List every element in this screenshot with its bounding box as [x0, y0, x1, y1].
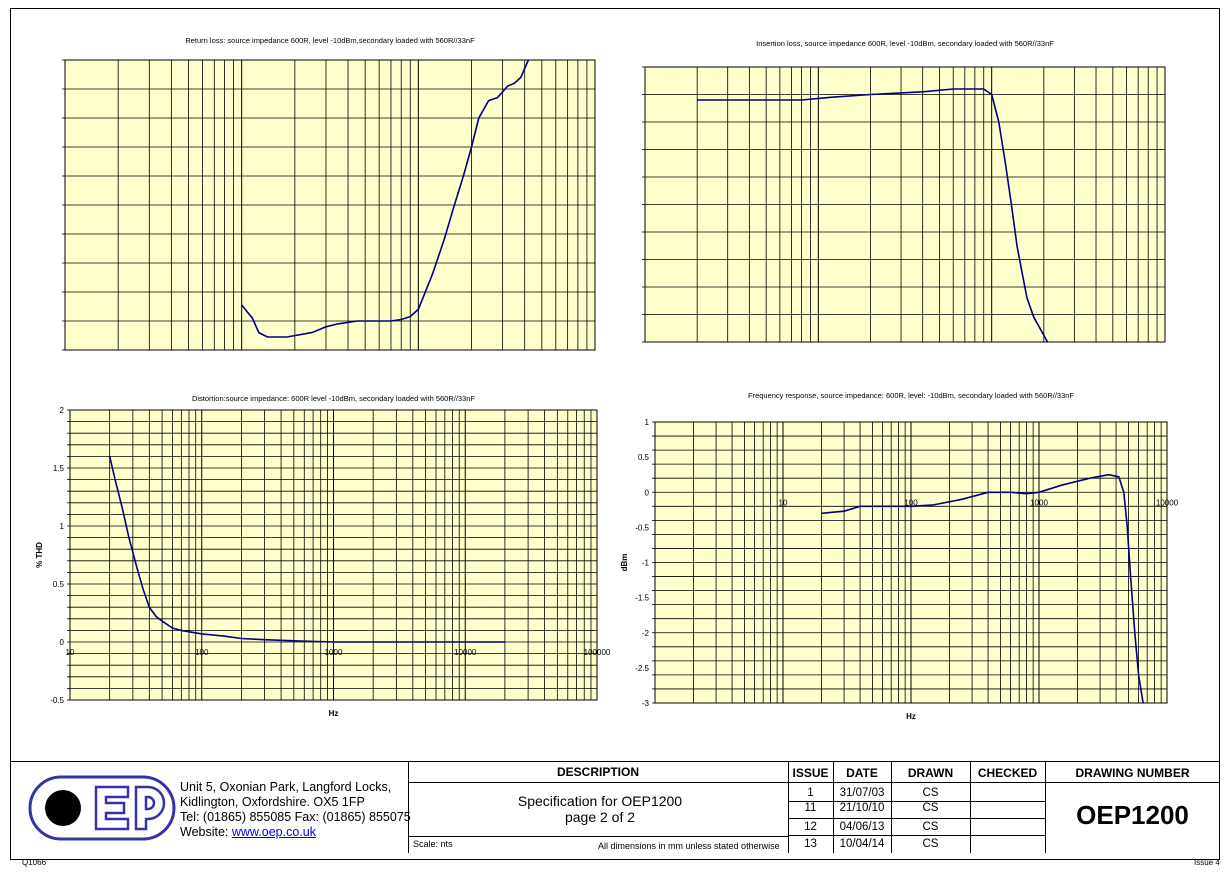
- insertion-loss-title: Insertion loss, source impedance 600R, level -10dBm, secondary loaded with 560R//33nF: [756, 39, 1054, 48]
- insertion-loss-chart: [615, 30, 1225, 350]
- oep-logo: [28, 773, 178, 843]
- return-loss-chart: [0, 30, 610, 360]
- date-row-3: 04/06/13: [839, 821, 885, 833]
- description-line-1: Specification for OEP1200: [517, 793, 683, 809]
- frequency-response-ytick-7: -2.5: [635, 663, 649, 673]
- address-line-2: Kidlington, Oxfordshire. OX5 1FP: [180, 795, 365, 809]
- scale-note: Scale: nts: [413, 839, 453, 849]
- frequency-response-xtick-1: 100: [904, 498, 918, 508]
- date-header: DATE: [846, 766, 878, 780]
- distortion-xtick-3: 10000: [454, 648, 477, 657]
- drawn-row-4: CS: [922, 838, 939, 850]
- description-text: [410, 793, 790, 825]
- distortion-xtick-0: 10: [65, 648, 75, 657]
- checked-header: CHECKED: [977, 766, 1038, 780]
- drawing-number: OEP1200: [1076, 800, 1189, 830]
- issue-row-1: 1: [807, 787, 814, 799]
- frequency-response-chart: [615, 385, 1225, 725]
- drawing-number-header: DRAWING NUMBER: [1075, 766, 1190, 780]
- distortion-xlabel: Hz: [328, 709, 339, 718]
- frequency-response-ytick-3: -0.5: [635, 523, 649, 533]
- frequency-response-ytick-0: 1: [644, 418, 649, 427]
- frequency-response-ytick-4: -1: [641, 558, 649, 568]
- address-line-1: Unit 5, Oxonian Park, Langford Locks,: [180, 780, 392, 794]
- date-row-4: 10/04/14: [839, 838, 885, 850]
- frequency-response-ytick-6: -2: [641, 628, 649, 638]
- distortion-title: Distortion:source impedance: 600R level -10dBm, secondary loaded with 560R//33nF: [191, 394, 476, 403]
- issue-row-3: 12: [804, 821, 817, 833]
- frequency-response-xlabel: Hz: [906, 712, 916, 721]
- distortion-ytick-5: -0.5: [50, 696, 64, 705]
- frequency-response-ytick-2: 0: [644, 488, 649, 498]
- dimensions-note: All dimensions in mm unless stated otherwise: [598, 841, 780, 851]
- issue-header: ISSUE: [792, 766, 829, 780]
- distortion-xtick-2: 1000: [324, 648, 343, 657]
- website-label: Website:: [180, 825, 232, 839]
- description-line-2: page 2 of 2: [564, 809, 636, 825]
- distortion-xtick-1: 100: [195, 648, 209, 657]
- frequency-response-xtick-2: 1000: [1030, 498, 1048, 508]
- company-address: [180, 780, 411, 840]
- drawn-header: DRAWN: [907, 766, 954, 780]
- frequency-response-ytick-5: -1.5: [635, 593, 649, 603]
- distortion-ytick-1: 1.5: [52, 464, 64, 473]
- issue-row-2: 11: [804, 802, 817, 814]
- distortion-chart: [0, 390, 615, 725]
- drawn-row-3: CS: [922, 821, 939, 833]
- website-link[interactable]: www.oep.co.uk: [231, 825, 316, 839]
- distortion-ytick-3: 0.5: [52, 580, 64, 589]
- frequency-response-ytick-8: -3: [641, 699, 649, 708]
- distortion-ylabel: % THD: [35, 542, 44, 568]
- distortion-ytick-4: 0: [59, 638, 64, 647]
- issue-row-4: 13: [804, 838, 817, 850]
- frequency-response-title: Frequency response, source impedance: 600R, level: -10dBm, secondary loaded with 560R//33nF: [747, 391, 1075, 400]
- frequency-response-ytick-1: 0.5: [637, 453, 649, 463]
- frequency-response-xtick-0: 10: [778, 498, 788, 508]
- footer-left: Q1066: [22, 858, 47, 867]
- date-row-1: 31/07/03: [839, 787, 885, 799]
- frequency-response-grid: [652, 422, 1167, 703]
- drawn-row-1: CS: [922, 787, 939, 799]
- address-line-3: Tel: (01865) 855085 Fax: (01865) 855075: [180, 810, 411, 824]
- frequency-response-ylabel: dBm: [620, 553, 629, 572]
- frequency-response-xtick-3: 10000: [1155, 498, 1179, 508]
- description-header: DESCRIPTION: [556, 765, 639, 779]
- date-row-2: 21/10/10: [839, 802, 885, 814]
- footer-right: Issue 4: [1194, 858, 1220, 867]
- distortion-xtick-4: 100000: [583, 648, 611, 657]
- return-loss-title: Return loss: source impedance 600R, level -10dBm,secondary loaded with 560R//33nF: [185, 36, 475, 45]
- distortion-ytick-2: 1: [59, 522, 64, 531]
- drawn-row-2: CS: [922, 802, 939, 814]
- distortion-ytick-0: 2: [59, 406, 64, 415]
